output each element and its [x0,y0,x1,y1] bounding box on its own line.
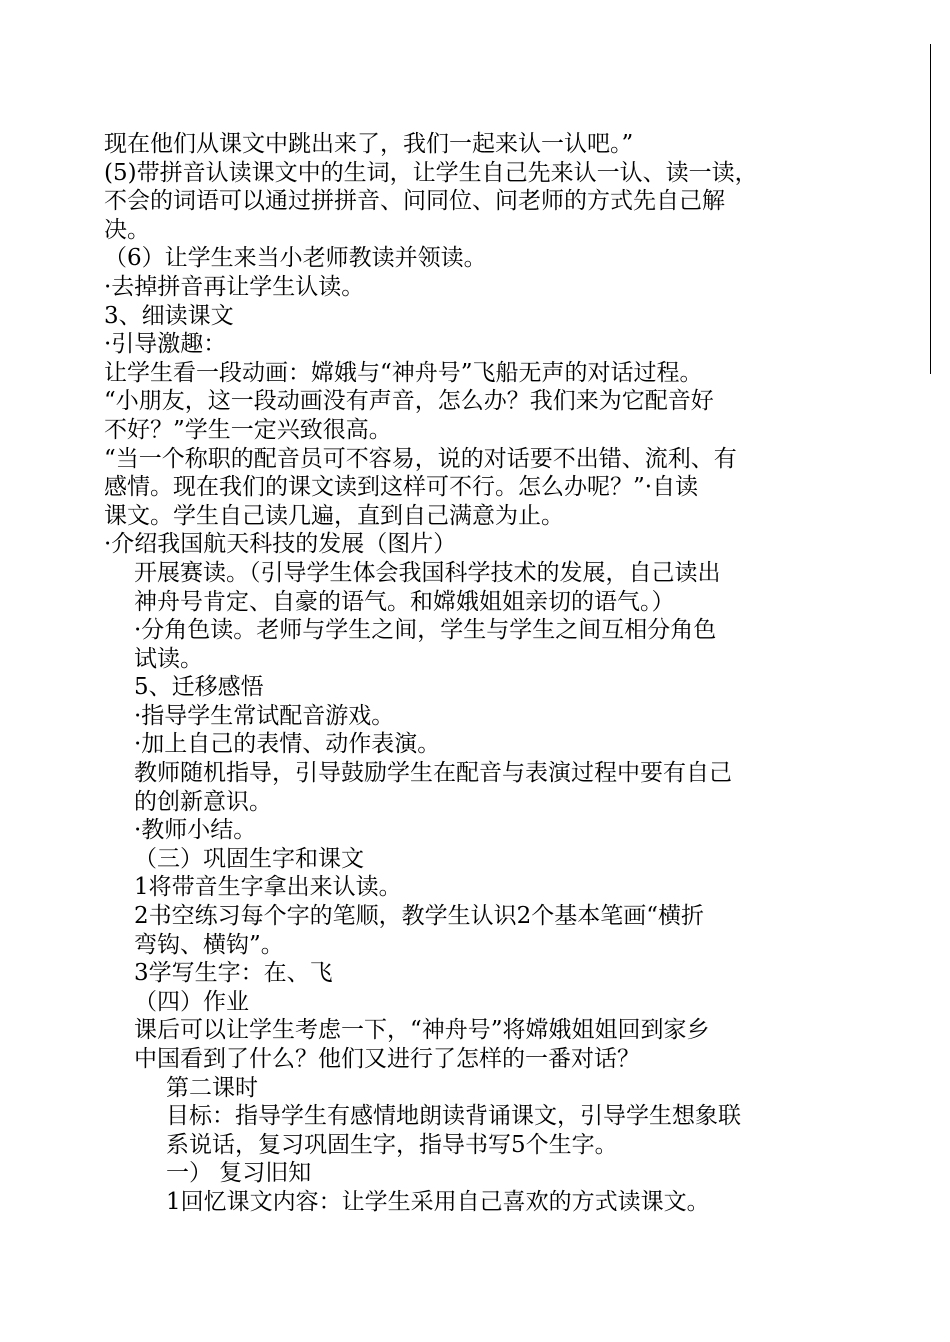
page-edge-line [930,44,931,374]
document-body [104,130,804,1217]
text-line: “小朋友，这一段动画没有声音，怎么办？我们来为它配音好 [104,388,714,415]
text-line: 教师随机指导，引导鼓励学生在配音与表演过程中要有自己 [134,760,732,787]
text-line: （四）作业 [134,988,249,1015]
text-line: 中国看到了什么？他们又进行了怎样的一番对话？ [134,1046,640,1072]
text-line: ·分角色读。老师与学生之间，学生与学生之间互相分角色 [134,617,717,644]
text-line: 让学生看一段动画：嫦娥与“神舟号”飞船无声的对话过程。 [104,359,703,386]
text-line: 神舟号肯定、自豪的语气。和嫦娥姐姐亲切的语气。） [134,588,675,615]
text-line: 课文。学生自己读几遍，直到自己满意为止。 [104,502,564,529]
text-line: ·指导学生常试配音游戏。 [134,702,395,729]
text-line: 课后可以让学生考虑一下，“神舟号”将嫦娥姐姐回到家乡 [134,1017,710,1044]
text-line: 3学写生字：在、飞 [134,960,333,987]
text-line: “当一个称职的配音员可不容易，说的对话要不出错、流利、有 [104,445,737,472]
text-line: 目标：指导学生有感情地朗读背诵课文，引导学生想象联 [166,1103,741,1130]
text-line: ·引导激趣： [104,331,227,358]
text-line: 3、细读课文 [104,302,234,329]
text-line: 开展赛读。（引导学生体会我国科学技术的发展，自己读出 [134,559,721,586]
text-line: 1回忆课文内容：让学生采用自己喜欢的方式读课文。 [166,1188,710,1215]
text-line: ·加上自己的表情、动作表演。 [134,731,441,758]
text-line: ·去掉拼音再让学生认读。 [104,273,365,300]
text-line: 感情。现在我们的课文读到这样可不行。怎么办呢？”·自读 [104,474,699,501]
text-line: 决。 [104,216,150,243]
text-line: 5、迁移感悟 [134,674,264,701]
text-line: 一） 复习旧知 [166,1160,312,1187]
text-line: ·介绍我国航天科技的发展（图片） [104,531,457,558]
text-line: 的创新意识。 [134,788,272,815]
text-line: ·教师小结。 [134,817,257,844]
text-line: （三）巩固生字和课文 [134,845,364,872]
text-line: 第二课时 [166,1074,258,1101]
text-line: 2书空练习每个字的笔顺，教学生认识2个基本笔画“横折 [134,903,705,930]
text-line: (5)带拼音认读课文中的生词，让学生自己先来认一认、读一读， [104,159,758,186]
text-line: 不好？”学生一定兴致很高。 [104,416,392,443]
text-line: 试读。 [134,645,203,672]
text-line: 现在他们从课文中跳出来了，我们一起来认一认吧。” [104,131,634,157]
text-line: 弯钩、横钩”。 [134,931,284,958]
text-line: 不会的词语可以通过拼拼音、问同位、问老师的方式先自己解 [104,188,725,215]
text-line: 1将带音生字拿出来认读。 [134,874,402,901]
text-line: （6）让学生来当小老师教读并领读。 [104,245,487,272]
text-line: 系说话，复习巩固生字，指导书写5个生字。 [166,1131,618,1158]
